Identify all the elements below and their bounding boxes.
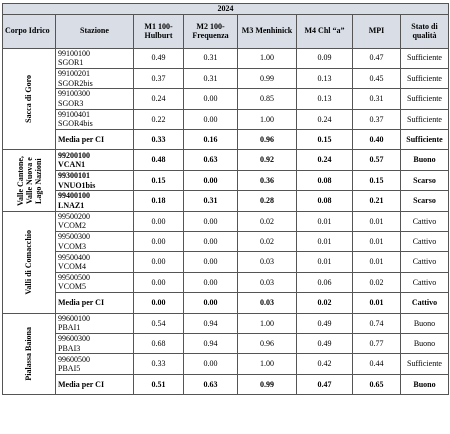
value-m1: 0.51 bbox=[134, 374, 184, 394]
header-mpi: MPI bbox=[353, 14, 401, 48]
table-row bbox=[3, 150, 449, 170]
value-m2: 0.00 bbox=[184, 211, 238, 231]
value-mpi: 0.01 bbox=[353, 232, 401, 252]
value-m3: 1.00 bbox=[238, 354, 297, 374]
stato-cell: Sufficiente bbox=[401, 68, 449, 88]
station-code: 99100100 bbox=[58, 48, 90, 58]
station-code: 99500300 bbox=[58, 232, 90, 242]
value-m2: 0.63 bbox=[184, 374, 238, 394]
value-m1: 0.00 bbox=[134, 252, 184, 272]
value-m4: 0.47 bbox=[297, 374, 353, 394]
station-name: VCOM4 bbox=[58, 262, 87, 272]
station-cell bbox=[56, 150, 134, 170]
value-m3: 0.03 bbox=[238, 272, 297, 292]
group-name: Valle Cantone, Valle Nuova e Lago Nazioni bbox=[15, 155, 43, 206]
media-row bbox=[3, 374, 449, 394]
value-m4: 0.01 bbox=[297, 232, 353, 252]
value-m2: 0.00 bbox=[184, 272, 238, 292]
group-name: Sacca di Goro bbox=[24, 75, 34, 123]
header-corpo: Corpo Idrico bbox=[3, 14, 56, 48]
stato-cell: Buono bbox=[401, 313, 449, 333]
header-row bbox=[3, 14, 449, 48]
station-name: LNAZ1 bbox=[58, 200, 85, 210]
stato-cell: Sufficiente bbox=[401, 48, 449, 68]
station-code: 99400100 bbox=[58, 191, 90, 201]
group-name: Pialassa Baiona bbox=[24, 327, 34, 381]
stato-cell: Scarso bbox=[401, 191, 449, 211]
value-m2: 0.31 bbox=[184, 191, 238, 211]
value-m4: 0.24 bbox=[297, 150, 353, 170]
stato-cell: Cattivo bbox=[401, 232, 449, 252]
station-code: 99500200 bbox=[58, 211, 90, 221]
station-name: VCOM2 bbox=[58, 221, 87, 231]
table-row bbox=[3, 68, 449, 88]
station-cell bbox=[56, 354, 134, 374]
station-code: 99500500 bbox=[58, 272, 90, 282]
station-cell bbox=[56, 170, 134, 190]
value-m4: 0.02 bbox=[297, 293, 353, 313]
value-m4: 0.13 bbox=[297, 89, 353, 109]
header-stazione: Stazione bbox=[56, 14, 134, 48]
station-cell bbox=[56, 374, 134, 394]
stato-cell: Cattivo bbox=[401, 211, 449, 231]
stato-cell: Sufficiente bbox=[401, 354, 449, 374]
value-m3: 0.99 bbox=[238, 68, 297, 88]
value-m3: 0.02 bbox=[238, 211, 297, 231]
value-m2: 0.00 bbox=[184, 89, 238, 109]
value-m3: 0.36 bbox=[238, 170, 297, 190]
table-row bbox=[3, 109, 449, 129]
value-m2: 0.94 bbox=[184, 313, 238, 333]
station-cell bbox=[56, 313, 134, 333]
value-m2: 0.63 bbox=[184, 150, 238, 170]
stato-cell: Buono bbox=[401, 333, 449, 353]
header-m4: M4 Chl “a” bbox=[297, 14, 353, 48]
station-name: SGOR1 bbox=[58, 58, 84, 68]
station-cell bbox=[56, 191, 134, 211]
station-code: Media per CI bbox=[58, 298, 105, 308]
table-row bbox=[3, 170, 449, 190]
value-m3: 1.00 bbox=[238, 109, 297, 129]
value-m4: 0.24 bbox=[297, 109, 353, 129]
group-name-cell bbox=[3, 313, 56, 395]
station-cell bbox=[56, 272, 134, 292]
value-m4: 0.08 bbox=[297, 191, 353, 211]
table-row bbox=[3, 272, 449, 292]
value-m4: 0.49 bbox=[297, 333, 353, 353]
value-m4: 0.01 bbox=[297, 211, 353, 231]
value-mpi: 0.37 bbox=[353, 109, 401, 129]
table-row bbox=[3, 232, 449, 252]
station-cell bbox=[56, 232, 134, 252]
header-m1: M1 100-Hulburt bbox=[134, 14, 184, 48]
stato-cell: Sufficiente bbox=[401, 109, 449, 129]
header-m3: M3 Menhinick bbox=[238, 14, 297, 48]
station-name: PBAI1 bbox=[58, 323, 81, 333]
station-code: 99100201 bbox=[58, 69, 90, 79]
table-body bbox=[3, 4, 449, 395]
value-mpi: 0.01 bbox=[353, 293, 401, 313]
quality-table bbox=[2, 3, 449, 395]
table-row bbox=[3, 48, 449, 68]
station-code: 99600500 bbox=[58, 354, 90, 364]
value-mpi: 0.21 bbox=[353, 191, 401, 211]
station-code: Media per CI bbox=[58, 135, 105, 144]
table-row bbox=[3, 89, 449, 109]
media-row bbox=[3, 130, 449, 150]
value-m4: 0.09 bbox=[297, 48, 353, 68]
value-mpi: 0.02 bbox=[353, 272, 401, 292]
stato-cell: Scarso bbox=[401, 170, 449, 190]
station-code: 99600100 bbox=[58, 313, 90, 323]
year-title: 2024 bbox=[3, 4, 449, 15]
value-m3: 0.92 bbox=[238, 150, 297, 170]
value-m4: 0.49 bbox=[297, 313, 353, 333]
value-m2: 0.94 bbox=[184, 333, 238, 353]
value-mpi: 0.77 bbox=[353, 333, 401, 353]
value-m4: 0.08 bbox=[297, 170, 353, 190]
station-code: Media per CI bbox=[58, 379, 105, 389]
station-cell bbox=[56, 130, 134, 150]
group-name-cell bbox=[3, 150, 56, 211]
value-m4: 0.42 bbox=[297, 354, 353, 374]
table-row bbox=[3, 191, 449, 211]
value-mpi: 0.47 bbox=[353, 48, 401, 68]
value-m2: 0.00 bbox=[184, 252, 238, 272]
value-m2: 0.00 bbox=[184, 170, 238, 190]
value-m4: 0.15 bbox=[297, 130, 353, 150]
station-name: VCAN1 bbox=[58, 160, 86, 170]
station-cell bbox=[56, 48, 134, 68]
station-name: SGOR4bis bbox=[58, 119, 93, 129]
station-cell bbox=[56, 252, 134, 272]
value-mpi: 0.74 bbox=[353, 313, 401, 333]
station-code: 99100300 bbox=[58, 89, 90, 99]
value-mpi: 0.44 bbox=[353, 354, 401, 374]
table-row bbox=[3, 313, 449, 333]
header-m2: M2 100-Frequenza bbox=[184, 14, 238, 48]
value-mpi: 0.01 bbox=[353, 252, 401, 272]
table-row bbox=[3, 354, 449, 374]
group-name: Valli di Comacchio bbox=[24, 229, 34, 295]
value-m1: 0.00 bbox=[134, 232, 184, 252]
station-name: VCOM3 bbox=[58, 241, 87, 251]
header-stato: Stato di qualità bbox=[401, 14, 449, 48]
value-m4: 0.13 bbox=[297, 68, 353, 88]
station-name: PBAI3 bbox=[58, 343, 81, 353]
value-mpi: 0.40 bbox=[353, 130, 401, 150]
value-m3: 0.28 bbox=[238, 191, 297, 211]
value-m1: 0.00 bbox=[134, 272, 184, 292]
group-name-cell bbox=[3, 48, 56, 150]
table-row bbox=[3, 211, 449, 231]
station-cell bbox=[56, 333, 134, 353]
value-m2: 0.31 bbox=[184, 68, 238, 88]
station-cell bbox=[56, 68, 134, 88]
station-cell bbox=[56, 211, 134, 231]
station-code: 99100401 bbox=[58, 109, 90, 119]
station-code: 99500400 bbox=[58, 252, 90, 262]
stato-cell: Cattivo bbox=[401, 272, 449, 292]
value-m3: 0.96 bbox=[238, 333, 297, 353]
value-m1: 0.48 bbox=[134, 150, 184, 170]
value-mpi: 0.57 bbox=[353, 150, 401, 170]
value-m1: 0.22 bbox=[134, 109, 184, 129]
value-m2: 0.00 bbox=[184, 293, 238, 313]
value-m1: 0.37 bbox=[134, 68, 184, 88]
station-code: 99600300 bbox=[58, 334, 90, 344]
value-m3: 1.00 bbox=[238, 313, 297, 333]
value-m4: 0.06 bbox=[297, 272, 353, 292]
value-m1: 0.00 bbox=[134, 293, 184, 313]
value-mpi: 0.01 bbox=[353, 211, 401, 231]
stato-cell: Sufficiente bbox=[401, 89, 449, 109]
table-row bbox=[3, 333, 449, 353]
value-m3: 0.03 bbox=[238, 252, 297, 272]
value-m1: 0.00 bbox=[134, 211, 184, 231]
value-m1: 0.33 bbox=[134, 354, 184, 374]
value-m3: 0.02 bbox=[238, 232, 297, 252]
stato-cell: Cattivo bbox=[401, 252, 449, 272]
value-m1: 0.68 bbox=[134, 333, 184, 353]
value-m2: 0.16 bbox=[184, 130, 238, 150]
value-m3: 0.03 bbox=[238, 293, 297, 313]
value-mpi: 0.45 bbox=[353, 68, 401, 88]
station-cell bbox=[56, 89, 134, 109]
station-cell bbox=[56, 293, 134, 313]
value-m1: 0.33 bbox=[134, 130, 184, 150]
value-mpi: 0.31 bbox=[353, 89, 401, 109]
station-name: SGOR3 bbox=[58, 98, 84, 108]
value-m2: 0.00 bbox=[184, 354, 238, 374]
stato-cell: Buono bbox=[401, 150, 449, 170]
value-m2: 0.31 bbox=[184, 48, 238, 68]
value-m1: 0.54 bbox=[134, 313, 184, 333]
station-name: VCOM5 bbox=[58, 282, 87, 292]
stato-cell: Cattivo bbox=[401, 293, 449, 313]
group-name-cell bbox=[3, 211, 56, 313]
value-m4: 0.01 bbox=[297, 252, 353, 272]
station-name: PBAI5 bbox=[58, 364, 81, 374]
value-m1: 0.49 bbox=[134, 48, 184, 68]
station-name: SGOR2bis bbox=[58, 78, 93, 88]
value-m1: 0.15 bbox=[134, 170, 184, 190]
stato-cell: Buono bbox=[401, 374, 449, 394]
station-code: 99300101 bbox=[58, 171, 90, 181]
media-row bbox=[3, 293, 449, 313]
table-row bbox=[3, 252, 449, 272]
year-row bbox=[3, 4, 449, 15]
station-name: VNUO1bis bbox=[58, 180, 96, 190]
station-cell bbox=[56, 109, 134, 129]
value-m3: 1.00 bbox=[238, 48, 297, 68]
value-mpi: 0.65 bbox=[353, 374, 401, 394]
value-m3: 0.96 bbox=[238, 130, 297, 150]
value-m2: 0.00 bbox=[184, 109, 238, 129]
stato-cell: Sufficiente bbox=[401, 130, 449, 150]
value-m3: 0.99 bbox=[238, 374, 297, 394]
value-m1: 0.18 bbox=[134, 191, 184, 211]
station-code: 99200100 bbox=[58, 150, 90, 160]
value-mpi: 0.15 bbox=[353, 170, 401, 190]
value-m2: 0.00 bbox=[184, 232, 238, 252]
value-m3: 0.85 bbox=[238, 89, 297, 109]
value-m1: 0.24 bbox=[134, 89, 184, 109]
